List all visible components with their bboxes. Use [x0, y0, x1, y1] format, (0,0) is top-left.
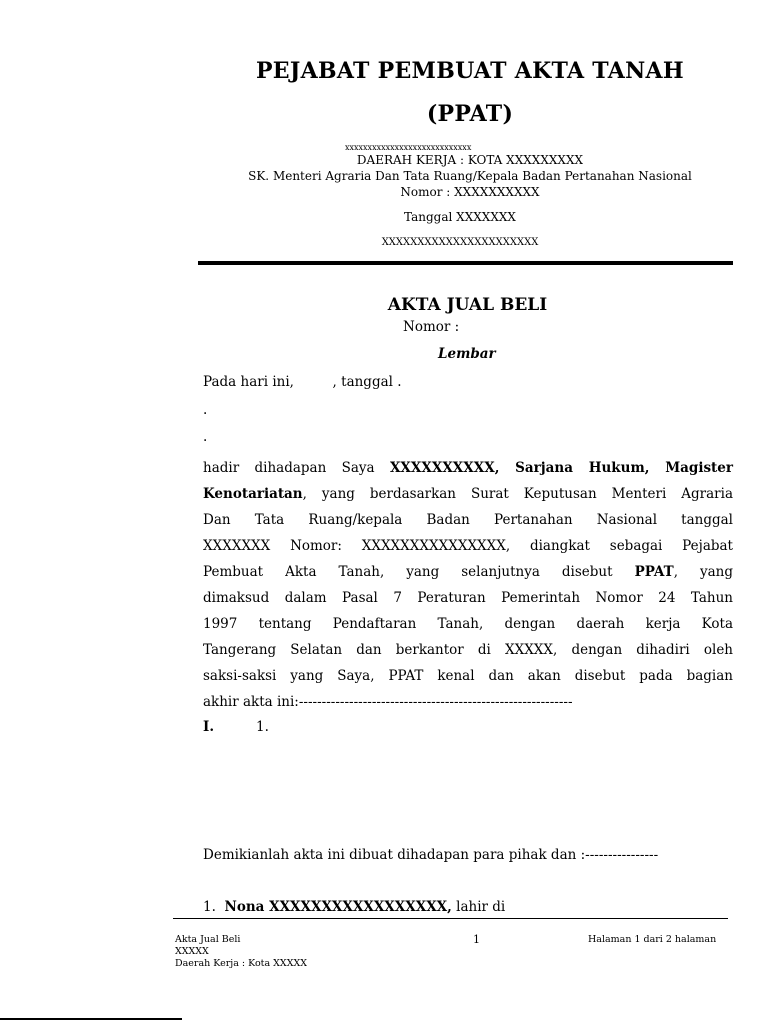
para-line-6: dimaksud dalam Pasal 7 Peraturan Pemerintah Nomor 24 Tahun: [203, 590, 733, 606]
ppat-subtitle: (PPAT): [426, 101, 514, 127]
footer-doc-name: Akta Jual Beli: [175, 934, 241, 945]
dot-line-1: .: [203, 402, 208, 418]
para-line-2: Kenotariatan, yang berdasarkan Surat Keputusan Menteri Agraria: [203, 486, 733, 502]
para-line-1: hadir dihadapan Saya XXXXXXXXXX, Sarjana Hukum, Magister: [203, 460, 733, 476]
notary-title: Kenotariatan: [203, 486, 303, 502]
para-line-7: 1997 tentang Pendaftaran Tanah, dengan daerah kerja Kota: [203, 616, 733, 632]
header-xx-small: xxxxxxxxxxxxxxxxxxxxxxxxxxxx: [345, 143, 472, 152]
footer-area: Daerah Kerja : Kota XXXXX: [175, 958, 307, 969]
para-line-4: XXXXXXX Nomor: XXXXXXXXXXXXXXX, diangkat sebagai Pejabat: [203, 538, 733, 554]
para-line-8: Tangerang Selatan dan berkantor di XXXXX, dengan dihadiri oleh: [203, 642, 733, 658]
header-divider: [198, 261, 733, 265]
para-line-5: Pembuat Akta Tanah, yang selanjutnya disebut PPAT, yang: [203, 564, 733, 580]
notary-name: XXXXXXXXXX, Sarjana Hukum, Magister: [389, 460, 733, 476]
main-paragraph: [203, 455, 733, 715]
intro-line: Pada hari ini, , tanggal .: [203, 374, 402, 390]
footer-divider: [173, 918, 728, 919]
footer-page-number: 1: [473, 933, 480, 946]
party-list-item: 1. Nona XXXXXXXXXXXXXXXXX, lahir di: [203, 899, 506, 915]
footer-page-count: Halaman 1 dari 2 halaman: [588, 934, 717, 945]
para-line-3: Dan Tata Ruang/kepala Badan Pertanahan Nasional tanggal: [203, 512, 733, 528]
footer-xx: XXXXX: [175, 946, 209, 957]
header-sk: SK. Menteri Agraria Dan Tata Ruang/Kepala Badan Pertanahan Nasional: [248, 169, 692, 183]
document-nomor: Nomor :: [403, 319, 460, 335]
para-line-10: akhir akta ini:------------------------------------------------------------: [203, 694, 573, 710]
para-line-9: saksi-saksi yang Saya, PPAT kenal dan akan disebut pada bagian: [203, 668, 733, 684]
header-xx-line: XXXXXXXXXXXXXXXXXXXXXX: [381, 237, 539, 248]
closing-line: Demikianlah akta ini dibuat dihadapan para pihak dan :----------------: [203, 847, 659, 863]
ppat-term: PPAT: [634, 564, 674, 580]
document-lembar: Lembar: [438, 346, 496, 362]
party-list-number: 1.: [203, 899, 216, 915]
dot-line-2: .: [203, 429, 208, 445]
ppat-title: PEJABAT PEMBUAT AKTA TANAH: [255, 58, 685, 84]
header-tanggal: Tanggal XXXXXXX: [404, 210, 516, 224]
section-item-1: 1.: [256, 719, 269, 735]
party-name: Nona XXXXXXXXXXXXXXXXX,: [224, 899, 452, 915]
document-title: AKTA JUAL BELI: [387, 295, 548, 315]
bottom-left-rule: [0, 1018, 182, 1020]
header-nomor: Nomor : XXXXXXXXXX: [400, 185, 540, 199]
section-roman-i: I.: [203, 719, 215, 735]
header-daerah: DAERAH KERJA : KOTA XXXXXXXXX: [356, 153, 584, 167]
